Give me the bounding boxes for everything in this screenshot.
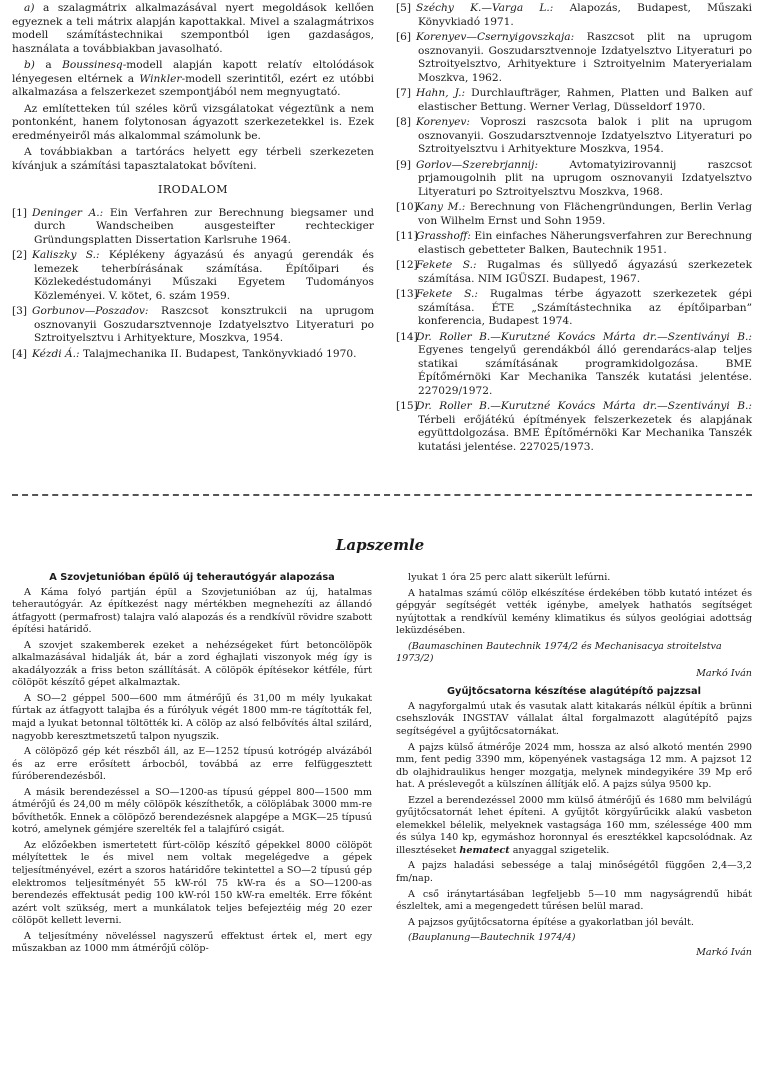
body-paragraph: A cső iránytartásában legfeljebb 5—10 mm nagyságrendű hibát észleltek, ami a megengedett tűrésen belül marad. bbox=[396, 888, 752, 913]
top-left-column bbox=[12, 2, 374, 363]
reference-item bbox=[396, 159, 752, 200]
conclusion-b: b) a Boussinesq-modell alapján kapott relatív eltolódások lényegesen eltérnek a Winkler-modell szerintitől, ezért ez utóbbi alkalmazása a felszerkezet szempontjából nem megnyugtató. bbox=[12, 59, 374, 98]
reference-item bbox=[396, 331, 752, 399]
reference-author: Kézdi Á.: bbox=[32, 347, 80, 360]
reference-author: Grasshoff: bbox=[416, 230, 471, 242]
body-paragraph: A pajzs külső átmérője 2024 mm, hossza az alsó alkotó mentén 2990 mm, fent pedig 3390 mm, köpenyének vastagsága 12 mm. A pajzsot 12 db olajhidraulikus henger mozgatja, melynek mindegyikére 39 Mp erő hat. A préslevegőt a külszínen állítják elő. A pajzs súlya 9500 kp. bbox=[396, 741, 752, 791]
reference-number: [3] bbox=[12, 305, 28, 317]
reference-item bbox=[396, 2, 752, 29]
references-list-left bbox=[12, 207, 374, 362]
body-paragraph: A SO—2 géppel 500—600 mm átmérőjű és 31,00 m mély lyukakat fúrtak az átfagyott talajba és a fúrólyuk végét 1800 mm-re tágították fel, majd a lyukat betonnal töltötték ki. A cölöp az alsó felbővítés által szilárd, nagyobb keresztmetszetű talpon nyugszik. bbox=[12, 692, 372, 742]
reference-author: Korenyev—Csernyigovszkaja: bbox=[416, 31, 575, 43]
reference-text: Képlékeny ágyazású és anyagú gerendák és lemezek teherbírásának számítása. Építőipari és Közlekedéstudományi Műszaki Egyetem Tudományos Közleményei. V. kötet, 6. szám 1959. bbox=[34, 249, 374, 302]
reference-text: Rugalmas térbe ágyazott szerkezetek gépi számítása. ÉTE „Számítástechnika az építőiparban” konferencia, Budapest 1974. bbox=[418, 288, 752, 327]
reference-author: Széchy K.—Varga L.: bbox=[416, 2, 554, 14]
reference-item bbox=[396, 259, 752, 286]
reference-text: Durchlaufträger, Rahmen, Platten und Balken auf elastischer Bettung. Werner Verlag, Düsseldorf 1970. bbox=[418, 87, 752, 113]
reference-number: [1] bbox=[12, 206, 28, 219]
body-paragraph: A Káma folyó partján épül a Szovjetunióban az új, hatalmas teherautógyár. Az építkezést nagy mértékben megnehezíti az állandó átfagyott (permafrost) talajra való alapozás és a rendkívül rövidre szabott építési határidő. bbox=[12, 586, 372, 636]
reference-number: [2] bbox=[12, 249, 28, 261]
reference-number: [6] bbox=[396, 31, 412, 43]
body-paragraph: A cölöpöző gép két részből áll, az E—1252 típusú kotrógép alvázából és az erre erősített árbocból, továbbá az erre felfüggesztett fúróberendezésből. bbox=[12, 746, 372, 783]
article-body-continued bbox=[396, 572, 752, 638]
reference-author: Gorlov—Szerebrjannij: bbox=[416, 158, 539, 171]
reference-author: Kaliszky S.: bbox=[32, 249, 100, 261]
body-paragraph: A pajzsos gyűjtőcsatorna építése a gyakorlatban jól bevált. bbox=[408, 916, 694, 928]
article-body bbox=[12, 587, 372, 956]
body-paragraph: Az előzőekben ismertetett fúrt-cölöp készítő gépekkel 8000 cölöpöt mélyítettek le és mivel nem voltak megelégedve a gépek teljesítményével, ezért a szoros határidőre tekintettel a SO—2 típusú gép elektromos teljesítményét 55 kW-ról 75 kW-ra és a SO—1200-as berendezés effektusát pedig 100 kW-ról 150 kW-ra emelték. Erre főként azért volt szükség, mert a munkálatok teljes befejeztéig még 20 ezer cölöpöt kellett leverni. bbox=[12, 839, 372, 927]
article-title: A Szovjetunióban épülő új teherautógyár alapozása bbox=[49, 572, 335, 583]
reference-item bbox=[396, 31, 752, 85]
reference-text: Rugalmas és süllyedő ágyazású szerkezetek számítása. NIM IGÜSZI. Budapest, 1967. bbox=[418, 259, 752, 285]
reference-item bbox=[12, 207, 374, 248]
section-divider bbox=[12, 494, 752, 496]
reference-author: Kany M.: bbox=[416, 201, 466, 213]
reference-text: Térbeli erőjátékú építmények felszerkezetek és alapjának együttdolgozása. BME Építőmérnöki Kar Mechanika Tanszék kutatási jelentése. 227025/1973. bbox=[418, 413, 752, 453]
reference-author: Fekete S.: bbox=[416, 288, 478, 300]
section-heading: Lapszemle bbox=[335, 536, 425, 554]
reference-text: Ein einfaches Näherungsverfahren zur Berechnung elastisch gebetteter Balken, Bautechnik 1951. bbox=[418, 230, 752, 256]
top-right-column bbox=[396, 2, 752, 456]
reference-item bbox=[396, 116, 752, 157]
reference-number: [11] bbox=[396, 230, 418, 242]
reference-author: Dr. Roller B.—Kurutzné Kovács Márta dr.—Szentiványi B.: bbox=[416, 330, 752, 343]
body-paragraph: A nagyforgalmú utak és vasutak alatt kitakarás nélkül építik a brünni csehszlovák INGSTAV vállalat által forgalmazott alagútépítő pajzs segítségével a gyűjtőcsatornákat. bbox=[396, 700, 752, 738]
reference-item bbox=[396, 201, 752, 228]
article-author: Markó Iván bbox=[696, 667, 752, 679]
reference-number: [12] bbox=[396, 259, 418, 271]
reference-author: Dr. Roller B.—Kurutzné Kovács Márta dr.—Szentiványi B.: bbox=[416, 400, 752, 412]
body-paragraph: A szovjet szakemberek ezeket a nehézségeket fúrt betoncölöpök alkalmazásával hidalják át, bár a zord éghajlati viszonyok még így is akadályozzák a friss beton szállítását. A cölöpök építésekor kétféle, fúrt cölöpöt készítő gépet alkalmaztak. bbox=[12, 639, 372, 689]
reference-item bbox=[396, 230, 752, 257]
body-paragraph: A teljesítmény növeléssel nagyszerű effektust értek el, mert egy műszakban az 1000 mm átmérőjű cölöp- bbox=[12, 930, 372, 955]
body-paragraph: A pajzs haladási sebessége a talaj minőségétől függően 2,4—3,2 fm/nap. bbox=[396, 860, 752, 885]
bottom-right-column bbox=[396, 572, 752, 965]
reference-number: [7] bbox=[396, 87, 412, 99]
references-list-right bbox=[396, 2, 752, 454]
reference-author: Fekete S.: bbox=[416, 259, 477, 271]
reference-text: Talajmechanika II. Budapest, Tankönyvkiadó 1970. bbox=[79, 347, 357, 360]
article-author: Markó Iván bbox=[696, 946, 752, 958]
reference-text: Alapozás, Budapest, Műszaki Könyvkiadó 1971. bbox=[418, 2, 752, 28]
reference-number: [8] bbox=[396, 116, 412, 128]
reference-author: Korenyev: bbox=[416, 116, 470, 128]
article-source: (Baumaschinen Bautechnik 1974/2 és Mechanisacya stroitelstva 1973/2) bbox=[396, 640, 722, 665]
reference-item bbox=[12, 305, 374, 346]
reference-number: [9] bbox=[396, 158, 412, 171]
reference-number: [4] bbox=[12, 347, 28, 360]
body-paragraph: A másik berendezéssel a SO—1200-as típusú géppel 800—1500 mm átmérőjű és 24,00 m mély cölöpök készíthetők, a cölöplábak 3000 mm-re bővíthetők. Ennek a cölöpöző berendezésnek alapgépe a MGK—25 típusú kotró, amelynek gémjére szerelték fel a talajfúró csigát. bbox=[12, 786, 372, 836]
reference-text: Raszcsot konsztrukcii na uprugom osznovanyii Goszudarsztvennoje Izdatyelsztvo Lityeraturi po Sztroityelsztvu i Arhityekture, Moszkva, 1954. bbox=[34, 305, 374, 344]
body-paragraph: A hatalmas számú cölöp elkészítése érdekében több kutató intézet és gépgyár segítségét vették igénybe, amelyek hathatós segítséget nyújtottak a rendkívül kemény klimatikus és súlyos geológiai adottság leküzdésében. bbox=[396, 587, 752, 637]
reference-item bbox=[12, 249, 374, 303]
reference-text: Ein Verfahren zur Berechnung biegsamer und durch Wandscheiben ausgesteifter rechteckiger Gründungsplatten Dissertation Karlsruhe 1964. bbox=[34, 206, 374, 246]
body-paragraph: lyukat 1 óra 25 perc alatt sikerült lefúrni. bbox=[408, 572, 611, 583]
reference-number: [15] bbox=[396, 400, 418, 412]
reference-item bbox=[396, 288, 752, 329]
reference-text: Egyenes tengelyű gerendákból álló gerendarács-alap teljes statikai számításának programkidolgozása. BME Építőmérnöki Kar Mechanika Tanszék kutatási jelentése. 227029/1972. bbox=[418, 344, 752, 397]
reference-text: Raszcsot plit na uprugom osznovanyii. Goszudarsztvennoje Izdatyelsztvo Lityeraturi po Sztroityelsztvo, Arhityekture i Sztroityelnim Materyerialam Moszkva, 1962. bbox=[418, 31, 752, 84]
reference-author: Deninger A.: bbox=[32, 206, 104, 219]
article-source: (Bauplanung—Bautechnik 1974/4) bbox=[408, 932, 576, 944]
body-paragraph: A továbbiakban a tartórács helyett egy térbeli szerkezeten kívánjuk a számítási tapasztalatokat bővíteni. bbox=[12, 146, 374, 172]
reference-item bbox=[396, 400, 752, 454]
article-title: Gyűjtőcsatorna készítése alagútépítő pajzzsal bbox=[447, 686, 701, 698]
reference-number: [5] bbox=[396, 2, 412, 14]
reference-number: [14] bbox=[396, 330, 418, 343]
body-paragraph: Ezzel a berendezéssel 2000 mm külső átmérőjű és 1680 mm belvilágú gyűjtőcsatornát lehet építeni. A gyűjtőt körgyűrűcikk alakú vasbeton elemekkel bélelik, melyeknek vastagsága 160 mm, szélessége 400 mm és súlya 140 kp, egymáshoz horonnyal és eresztékkel kapcsolódnak. Az illesztéseket hematect anyaggal szigetelik. bbox=[396, 794, 752, 856]
references-heading: IRODALOM bbox=[158, 183, 228, 196]
reference-number: [13] bbox=[396, 288, 418, 300]
body-paragraph: Az említetteken túl széles körű vizsgálatokat végeztünk a nem pontonként, hanem folytonosan ágyazott szerkezetekkel is. Ezek eredményeiről más alkalommal számolunk be. bbox=[12, 102, 374, 142]
reference-item bbox=[12, 348, 374, 362]
bottom-left-column bbox=[12, 572, 372, 959]
reference-author: Gorbunov—Poszadov: bbox=[32, 305, 149, 317]
reference-author: Hahn, J.: bbox=[416, 87, 466, 99]
reference-item bbox=[396, 87, 752, 114]
reference-text: Avtomatyizirovannij raszcsot prjamougolnih plit na uprugom osznovanyii Izdatyelsztvo Lityeraturi po Sztroityelsztvu Moszkva, 1968. bbox=[418, 158, 752, 198]
conclusion-a: a) a szalagmátrix alkalmazásával nyert megoldások kellően egyeznek a teli mátrix alapján kapottakkal. Mivel a szalagmátrixos modell számítástechnikai szempontból igen gazdaságos, használata a továbbiakban javasolható. bbox=[12, 2, 374, 55]
reference-number: [10] bbox=[396, 201, 418, 213]
reference-text: Voproszi raszcsota balok i plit na uprugom osznovanyii. Goszudarsztvennoje Izdatyelsztvo Lityeraturi po Sztroityelsztvu i Arhityekture Moszkva, 1954. bbox=[418, 116, 752, 155]
reference-text: Berechnung von Flächengründungen, Berlin Verlag von Wilhelm Ernst und Sohn 1959. bbox=[418, 201, 752, 227]
